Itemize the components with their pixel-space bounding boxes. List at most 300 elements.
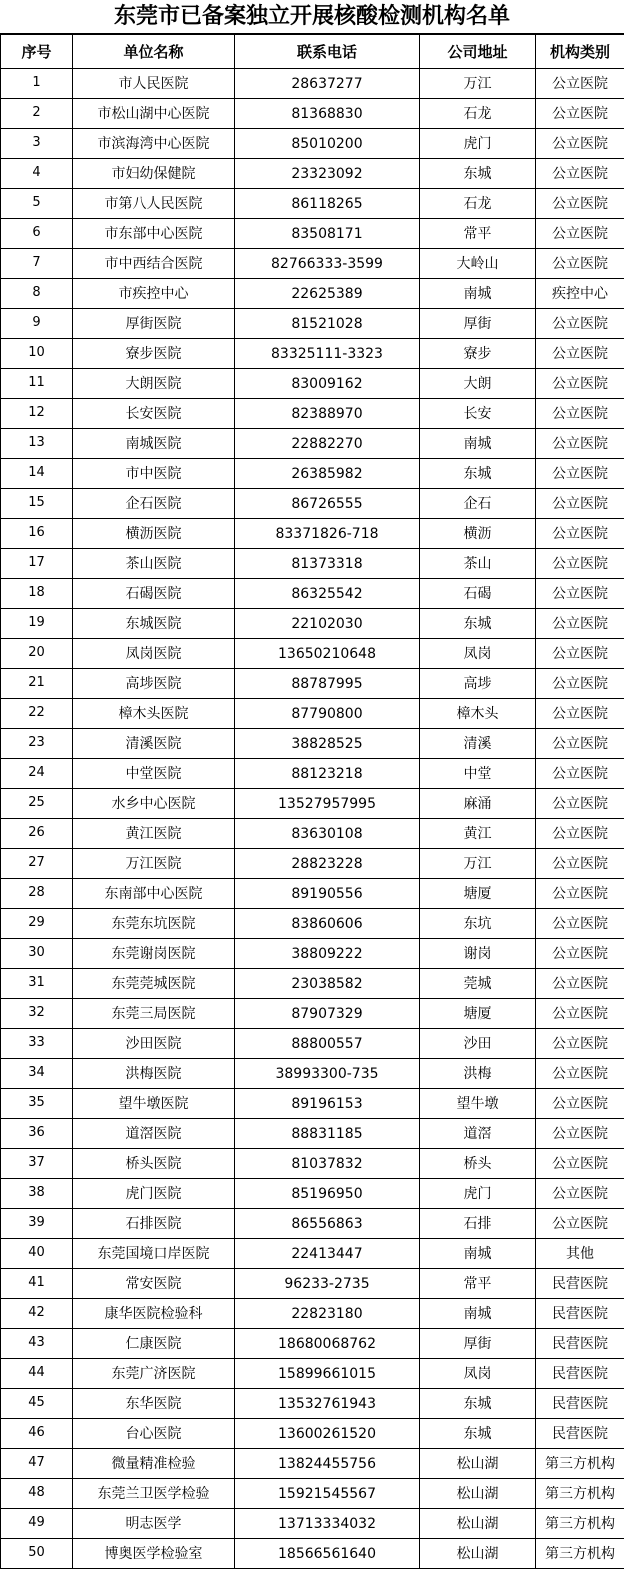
cell-name: 市第八人民医院	[73, 189, 235, 219]
cell-address: 麻涌	[420, 789, 536, 819]
table-header-row	[1, 35, 624, 69]
cell-seq: 10	[1, 339, 73, 369]
cell-seq: 18	[1, 579, 73, 609]
cell-address: 中堂	[420, 759, 536, 789]
cell-category: 公立医院	[536, 339, 624, 369]
table-row	[1, 1359, 624, 1389]
cell-name: 洪梅医院	[73, 1059, 235, 1089]
cell-phone: 22625389	[235, 279, 420, 309]
cell-name: 东莞广济医院	[73, 1359, 235, 1389]
cell-category: 民营医院	[536, 1299, 624, 1329]
cell-name: 市疾控中心	[73, 279, 235, 309]
cell-address: 常平	[420, 219, 536, 249]
table-row	[1, 1419, 624, 1449]
table-row	[1, 789, 624, 819]
cell-address: 南城	[420, 279, 536, 309]
cell-name: 东莞三局医院	[73, 999, 235, 1029]
table-row	[1, 1089, 624, 1119]
cell-category: 公立医院	[536, 519, 624, 549]
table-row	[1, 609, 624, 639]
cell-phone: 22413447	[235, 1239, 420, 1269]
cell-address: 黄江	[420, 819, 536, 849]
cell-category: 公立医院	[536, 789, 624, 819]
cell-phone: 38993300-735	[235, 1059, 420, 1089]
cell-name: 台心医院	[73, 1419, 235, 1449]
cell-address: 石排	[420, 1209, 536, 1239]
cell-phone: 86556863	[235, 1209, 420, 1239]
cell-category: 公立医院	[536, 1209, 624, 1239]
cell-address: 万江	[420, 69, 536, 99]
cell-name: 横沥医院	[73, 519, 235, 549]
table-row	[1, 219, 624, 249]
table-row	[1, 339, 624, 369]
cell-seq: 25	[1, 789, 73, 819]
cell-name: 黄江医院	[73, 819, 235, 849]
table-row	[1, 999, 624, 1029]
cell-address: 大岭山	[420, 249, 536, 279]
cell-address: 松山湖	[420, 1449, 536, 1479]
cell-name: 大朗医院	[73, 369, 235, 399]
cell-phone: 81373318	[235, 549, 420, 579]
cell-phone: 13532761943	[235, 1389, 420, 1419]
cell-name: 东莞谢岗医院	[73, 939, 235, 969]
cell-seq: 20	[1, 639, 73, 669]
cell-phone: 15899661015	[235, 1359, 420, 1389]
cell-category: 公立医院	[536, 699, 624, 729]
cell-name: 沙田医院	[73, 1029, 235, 1059]
cell-phone: 81521028	[235, 309, 420, 339]
cell-phone: 87790800	[235, 699, 420, 729]
cell-name: 东城医院	[73, 609, 235, 639]
cell-seq: 4	[1, 159, 73, 189]
cell-name: 樟木头医院	[73, 699, 235, 729]
cell-name: 长安医院	[73, 399, 235, 429]
cell-name: 中堂医院	[73, 759, 235, 789]
cell-category: 公立医院	[536, 399, 624, 429]
cell-category: 公立医院	[536, 1149, 624, 1179]
cell-seq: 27	[1, 849, 73, 879]
cell-seq: 43	[1, 1329, 73, 1359]
table-row	[1, 1179, 624, 1209]
cell-seq: 45	[1, 1389, 73, 1419]
table-row	[1, 909, 624, 939]
cell-address: 沙田	[420, 1029, 536, 1059]
cell-category: 民营医院	[536, 1329, 624, 1359]
cell-name: 高埗医院	[73, 669, 235, 699]
cell-category: 公立医院	[536, 849, 624, 879]
cell-phone: 26385982	[235, 459, 420, 489]
cell-phone: 86118265	[235, 189, 420, 219]
cell-phone: 22823180	[235, 1299, 420, 1329]
cell-name: 石碣医院	[73, 579, 235, 609]
table-row	[1, 1239, 624, 1269]
table-row	[1, 1539, 624, 1569]
cell-category: 公立医院	[536, 309, 624, 339]
cell-phone: 87907329	[235, 999, 420, 1029]
table-row	[1, 579, 624, 609]
cell-category: 公立医院	[536, 999, 624, 1029]
table-row	[1, 429, 624, 459]
cell-category: 公立医院	[536, 639, 624, 669]
cell-address: 松山湖	[420, 1539, 536, 1569]
cell-phone: 83009162	[235, 369, 420, 399]
cell-name: 康华医院检验科	[73, 1299, 235, 1329]
cell-phone: 96233-2735	[235, 1269, 420, 1299]
cell-seq: 23	[1, 729, 73, 759]
cell-category: 公立医院	[536, 1089, 624, 1119]
cell-seq: 34	[1, 1059, 73, 1089]
cell-name: 望牛墩医院	[73, 1089, 235, 1119]
header-category: 机构类别	[536, 35, 624, 69]
cell-phone: 83508171	[235, 219, 420, 249]
cell-phone: 38809222	[235, 939, 420, 969]
cell-category: 公立医院	[536, 1119, 624, 1149]
cell-phone: 85196950	[235, 1179, 420, 1209]
cell-name: 石排医院	[73, 1209, 235, 1239]
cell-phone: 83860606	[235, 909, 420, 939]
cell-name: 水乡中心医院	[73, 789, 235, 819]
cell-seq: 42	[1, 1299, 73, 1329]
cell-name: 市松山湖中心医院	[73, 99, 235, 129]
cell-name: 东南部中心医院	[73, 879, 235, 909]
cell-address: 横沥	[420, 519, 536, 549]
cell-seq: 38	[1, 1179, 73, 1209]
table-row	[1, 1119, 624, 1149]
cell-phone: 83325111-3323	[235, 339, 420, 369]
cell-seq: 8	[1, 279, 73, 309]
cell-phone: 28637277	[235, 69, 420, 99]
cell-phone: 81368830	[235, 99, 420, 129]
cell-address: 南城	[420, 429, 536, 459]
cell-phone: 15921545567	[235, 1479, 420, 1509]
cell-address: 石龙	[420, 189, 536, 219]
cell-seq: 1	[1, 69, 73, 99]
table-row	[1, 1479, 624, 1509]
cell-address: 万江	[420, 849, 536, 879]
cell-name: 市东部中心医院	[73, 219, 235, 249]
cell-address: 长安	[420, 399, 536, 429]
header-address: 公司地址	[420, 35, 536, 69]
cell-category: 民营医院	[536, 1269, 624, 1299]
cell-phone: 88123218	[235, 759, 420, 789]
table-row	[1, 459, 624, 489]
cell-category: 公立医院	[536, 1179, 624, 1209]
cell-address: 虎门	[420, 1179, 536, 1209]
cell-phone: 13713334032	[235, 1509, 420, 1539]
cell-seq: 6	[1, 219, 73, 249]
cell-seq: 37	[1, 1149, 73, 1179]
cell-address: 松山湖	[420, 1509, 536, 1539]
cell-category: 公立医院	[536, 249, 624, 279]
cell-seq: 29	[1, 909, 73, 939]
cell-name: 道滘医院	[73, 1119, 235, 1149]
cell-address: 道滘	[420, 1119, 536, 1149]
cell-category: 第三方机构	[536, 1509, 624, 1539]
table-row	[1, 1449, 624, 1479]
page-title: 东莞市已备案独立开展核酸检测机构名单	[0, 0, 624, 34]
cell-category: 公立医院	[536, 669, 624, 699]
cell-address: 东坑	[420, 909, 536, 939]
cell-category: 公立医院	[536, 939, 624, 969]
cell-phone: 23038582	[235, 969, 420, 999]
cell-address: 南城	[420, 1299, 536, 1329]
cell-seq: 24	[1, 759, 73, 789]
cell-seq: 47	[1, 1449, 73, 1479]
table-row	[1, 729, 624, 759]
table-row	[1, 879, 624, 909]
cell-seq: 28	[1, 879, 73, 909]
table-row	[1, 309, 624, 339]
table-row	[1, 1209, 624, 1239]
cell-name: 东华医院	[73, 1389, 235, 1419]
cell-seq: 17	[1, 549, 73, 579]
cell-category: 公立医院	[536, 99, 624, 129]
cell-seq: 26	[1, 819, 73, 849]
cell-seq: 11	[1, 369, 73, 399]
cell-category: 公立医院	[536, 429, 624, 459]
cell-seq: 44	[1, 1359, 73, 1389]
cell-name: 东莞国境口岸医院	[73, 1239, 235, 1269]
table-row	[1, 639, 624, 669]
cell-phone: 18566561640	[235, 1539, 420, 1569]
cell-seq: 15	[1, 489, 73, 519]
table-row	[1, 819, 624, 849]
cell-address: 塘厦	[420, 999, 536, 1029]
cell-seq: 49	[1, 1509, 73, 1539]
cell-name: 仁康医院	[73, 1329, 235, 1359]
cell-address: 虎门	[420, 129, 536, 159]
cell-address: 东城	[420, 609, 536, 639]
cell-name: 市滨海湾中心医院	[73, 129, 235, 159]
cell-seq: 35	[1, 1089, 73, 1119]
table-row	[1, 759, 624, 789]
cell-name: 东莞东坑医院	[73, 909, 235, 939]
table-row	[1, 279, 624, 309]
cell-category: 公立医院	[536, 609, 624, 639]
cell-phone: 22102030	[235, 609, 420, 639]
cell-category: 公立医院	[536, 1029, 624, 1059]
cell-seq: 32	[1, 999, 73, 1029]
table-row	[1, 489, 624, 519]
header-seq: 序号	[1, 35, 73, 69]
cell-seq: 33	[1, 1029, 73, 1059]
cell-phone: 28823228	[235, 849, 420, 879]
cell-name: 东莞兰卫医学检验	[73, 1479, 235, 1509]
cell-phone: 13600261520	[235, 1419, 420, 1449]
cell-category: 公立医院	[536, 219, 624, 249]
table-row	[1, 1269, 624, 1299]
cell-address: 寮步	[420, 339, 536, 369]
cell-address: 莞城	[420, 969, 536, 999]
cell-address: 凤岗	[420, 639, 536, 669]
cell-category: 公立医院	[536, 489, 624, 519]
cell-address: 洪梅	[420, 1059, 536, 1089]
institution-table	[0, 34, 624, 1569]
cell-name: 常安医院	[73, 1269, 235, 1299]
cell-category: 公立医院	[536, 579, 624, 609]
cell-address: 桥头	[420, 1149, 536, 1179]
cell-name: 桥头医院	[73, 1149, 235, 1179]
cell-seq: 13	[1, 429, 73, 459]
cell-category: 第三方机构	[536, 1539, 624, 1569]
cell-address: 石龙	[420, 99, 536, 129]
cell-phone: 89196153	[235, 1089, 420, 1119]
table-row	[1, 129, 624, 159]
table-row	[1, 1029, 624, 1059]
cell-seq: 40	[1, 1239, 73, 1269]
cell-address: 茶山	[420, 549, 536, 579]
table-row	[1, 699, 624, 729]
table-row	[1, 549, 624, 579]
table-row	[1, 1509, 624, 1539]
cell-category: 公立医院	[536, 909, 624, 939]
table-row	[1, 849, 624, 879]
cell-category: 民营医院	[536, 1359, 624, 1389]
table-row	[1, 99, 624, 129]
cell-phone: 13650210648	[235, 639, 420, 669]
cell-name: 市人民医院	[73, 69, 235, 99]
table-row	[1, 189, 624, 219]
cell-phone: 85010200	[235, 129, 420, 159]
cell-category: 公立医院	[536, 129, 624, 159]
cell-phone: 88787995	[235, 669, 420, 699]
cell-seq: 2	[1, 99, 73, 129]
cell-phone: 18680068762	[235, 1329, 420, 1359]
table-row	[1, 1329, 624, 1359]
cell-name: 茶山医院	[73, 549, 235, 579]
cell-address: 东城	[420, 459, 536, 489]
header-name: 单位名称	[73, 35, 235, 69]
cell-name: 清溪医院	[73, 729, 235, 759]
table-row	[1, 519, 624, 549]
cell-address: 石碣	[420, 579, 536, 609]
cell-name: 虎门医院	[73, 1179, 235, 1209]
table-row	[1, 939, 624, 969]
table-row	[1, 1149, 624, 1179]
cell-seq: 5	[1, 189, 73, 219]
cell-category: 公立医院	[536, 189, 624, 219]
cell-category: 公立医院	[536, 759, 624, 789]
cell-seq: 22	[1, 699, 73, 729]
cell-phone: 88831185	[235, 1119, 420, 1149]
cell-seq: 9	[1, 309, 73, 339]
cell-name: 寮步医院	[73, 339, 235, 369]
cell-seq: 14	[1, 459, 73, 489]
cell-name: 博奥医学检验室	[73, 1539, 235, 1569]
cell-address: 凤岗	[420, 1359, 536, 1389]
table-row	[1, 1059, 624, 1089]
cell-seq: 41	[1, 1269, 73, 1299]
cell-phone: 38828525	[235, 729, 420, 759]
cell-phone: 83371826-718	[235, 519, 420, 549]
cell-seq: 21	[1, 669, 73, 699]
cell-category: 第三方机构	[536, 1479, 624, 1509]
cell-phone: 88800557	[235, 1029, 420, 1059]
cell-phone: 23323092	[235, 159, 420, 189]
table-row	[1, 369, 624, 399]
cell-address: 松山湖	[420, 1479, 536, 1509]
table-row	[1, 1299, 624, 1329]
table-row	[1, 669, 624, 699]
header-phone: 联系电话	[235, 35, 420, 69]
table-row	[1, 969, 624, 999]
cell-category: 公立医院	[536, 549, 624, 579]
cell-seq: 12	[1, 399, 73, 429]
cell-category: 公立医院	[536, 69, 624, 99]
cell-name: 明志医学	[73, 1509, 235, 1539]
table-row	[1, 69, 624, 99]
cell-category: 公立医院	[536, 729, 624, 759]
cell-address: 企石	[420, 489, 536, 519]
cell-seq: 19	[1, 609, 73, 639]
cell-name: 市中西结合医院	[73, 249, 235, 279]
cell-address: 东城	[420, 1419, 536, 1449]
table-body	[1, 69, 624, 1569]
table-row	[1, 399, 624, 429]
table-row	[1, 159, 624, 189]
cell-name: 微量精准检验	[73, 1449, 235, 1479]
cell-address: 东城	[420, 159, 536, 189]
cell-address: 厚街	[420, 309, 536, 339]
cell-name: 企石医院	[73, 489, 235, 519]
cell-name: 市妇幼保健院	[73, 159, 235, 189]
cell-name: 凤岗医院	[73, 639, 235, 669]
cell-phone: 83630108	[235, 819, 420, 849]
cell-address: 常平	[420, 1269, 536, 1299]
cell-address: 东城	[420, 1389, 536, 1419]
cell-name: 万江医院	[73, 849, 235, 879]
cell-seq: 16	[1, 519, 73, 549]
cell-category: 公立医院	[536, 459, 624, 489]
cell-address: 望牛墩	[420, 1089, 536, 1119]
cell-phone: 13527957995	[235, 789, 420, 819]
cell-phone: 22882270	[235, 429, 420, 459]
cell-phone: 89190556	[235, 879, 420, 909]
cell-category: 公立医院	[536, 369, 624, 399]
cell-category: 其他	[536, 1239, 624, 1269]
cell-phone: 82388970	[235, 399, 420, 429]
cell-address: 南城	[420, 1239, 536, 1269]
cell-name: 东莞莞城医院	[73, 969, 235, 999]
cell-seq: 7	[1, 249, 73, 279]
cell-address: 樟木头	[420, 699, 536, 729]
cell-address: 高埗	[420, 669, 536, 699]
cell-category: 民营医院	[536, 1419, 624, 1449]
cell-phone: 81037832	[235, 1149, 420, 1179]
cell-category: 疾控中心	[536, 279, 624, 309]
cell-phone: 86726555	[235, 489, 420, 519]
cell-address: 清溪	[420, 729, 536, 759]
cell-address: 大朗	[420, 369, 536, 399]
cell-category: 公立医院	[536, 879, 624, 909]
cell-name: 厚街医院	[73, 309, 235, 339]
cell-category: 公立医院	[536, 969, 624, 999]
cell-phone: 82766333-3599	[235, 249, 420, 279]
cell-category: 第三方机构	[536, 1449, 624, 1479]
cell-seq: 3	[1, 129, 73, 159]
table-row	[1, 1389, 624, 1419]
cell-address: 谢岗	[420, 939, 536, 969]
cell-seq: 46	[1, 1419, 73, 1449]
cell-seq: 36	[1, 1119, 73, 1149]
cell-name: 市中医院	[73, 459, 235, 489]
cell-address: 厚街	[420, 1329, 536, 1359]
cell-phone: 13824455756	[235, 1449, 420, 1479]
cell-address: 塘厦	[420, 879, 536, 909]
cell-category: 公立医院	[536, 819, 624, 849]
cell-seq: 30	[1, 939, 73, 969]
cell-category: 公立医院	[536, 159, 624, 189]
